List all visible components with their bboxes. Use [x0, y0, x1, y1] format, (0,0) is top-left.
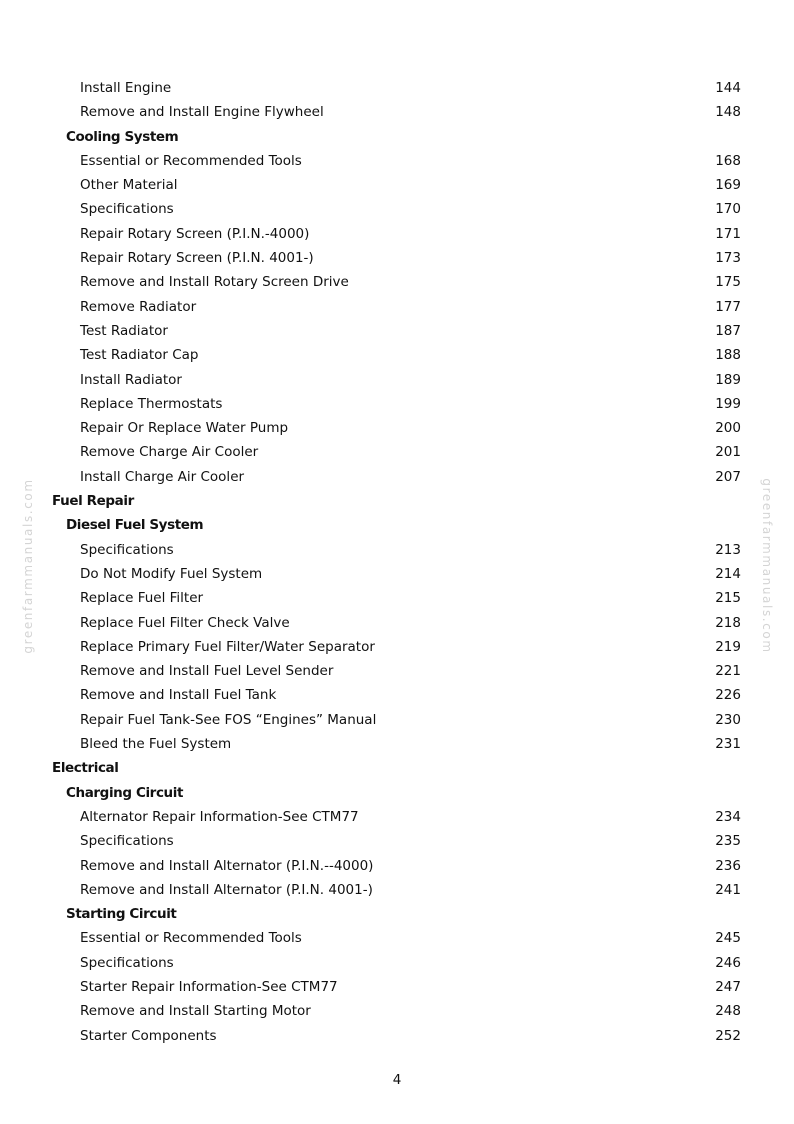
- toc-entry-label: Remove Radiator: [80, 298, 197, 315]
- toc-entry-label: Specifications: [80, 954, 174, 971]
- toc-entry-label: Repair Or Replace Water Pump: [80, 420, 289, 437]
- toc-subsection-heading[interactable]: [0, 902, 794, 926]
- toc-entry-page: 207: [715, 468, 741, 485]
- toc-entry-page: 234: [715, 808, 741, 825]
- toc-entry-label: Replace Primary Fuel Filter/Water Separator: [80, 638, 375, 655]
- toc-entry-label: Remove and Install Alternator (P.I.N. 4001-): [80, 881, 373, 898]
- toc-entry-page: 177: [715, 298, 741, 315]
- toc-entry[interactable]: [0, 100, 794, 124]
- toc-subsection-heading[interactable]: [0, 125, 794, 149]
- toc-entry-label: Cooling System: [66, 128, 179, 145]
- toc-entry[interactable]: [0, 392, 794, 416]
- toc-entry-label: Replace Thermostats: [80, 395, 223, 412]
- toc-entry-label: Install Radiator: [80, 371, 182, 388]
- toc-entry[interactable]: [0, 246, 794, 270]
- toc-entry-label: Replace Fuel Filter: [80, 590, 204, 607]
- toc-entry[interactable]: [0, 829, 794, 853]
- toc-entry-label: Electrical: [52, 760, 119, 777]
- toc-entry-page: 247: [715, 978, 741, 995]
- toc-entry-label: Fuel Repair: [52, 493, 134, 510]
- toc-entry-page: 226: [715, 687, 741, 704]
- toc-entry-page: 221: [715, 663, 741, 680]
- toc-entry-page: 236: [715, 857, 741, 874]
- toc-entry[interactable]: [0, 854, 794, 878]
- toc-entry-page: 245: [715, 930, 741, 947]
- toc-entry-page: 200: [715, 420, 741, 437]
- toc-entry-label: Test Radiator: [80, 322, 168, 339]
- toc-entry[interactable]: [0, 562, 794, 586]
- toc-entry-label: Install Engine: [80, 80, 172, 96]
- toc-entry-page: 189: [715, 371, 741, 388]
- toc-entry-page: 230: [715, 711, 741, 728]
- toc-subsection-heading[interactable]: [0, 781, 794, 805]
- toc-entry-label: Starting Circuit: [66, 906, 177, 923]
- toc-entry[interactable]: [0, 440, 794, 464]
- toc-entry[interactable]: [0, 416, 794, 440]
- toc-entry-label: Specifications: [80, 833, 174, 850]
- toc-entry-page: 214: [715, 565, 741, 582]
- toc-entry[interactable]: [0, 538, 794, 562]
- toc-entry-page: 199: [715, 395, 741, 412]
- toc-entry-label: Alternator Repair Information-See CTM77: [80, 808, 359, 825]
- toc-entry-page: 252: [715, 1027, 741, 1044]
- toc-entry-label: Remove and Install Alternator (P.I.N.--4000): [80, 857, 374, 874]
- toc-entry-page: 169: [715, 177, 741, 194]
- toc-entry[interactable]: [0, 222, 794, 246]
- toc-entry[interactable]: [0, 76, 794, 100]
- toc-entry-label: Repair Fuel Tank-See FOS “Engines” Manual: [80, 711, 377, 728]
- toc-entry[interactable]: [0, 878, 794, 902]
- toc-entry-page: 201: [715, 444, 741, 461]
- toc-entry-page: 168: [715, 152, 741, 169]
- toc-section-heading[interactable]: [0, 756, 794, 780]
- toc-section-heading[interactable]: [0, 489, 794, 513]
- toc-entry-page: 213: [715, 541, 741, 558]
- toc-entry-label: Remove and Install Fuel Tank: [80, 687, 277, 704]
- toc-entry-page: 144: [715, 80, 741, 96]
- toc-entry-label: Remove and Install Engine Flywheel: [80, 104, 324, 121]
- toc-entry[interactable]: [0, 732, 794, 756]
- table-of-contents: [0, 76, 794, 1048]
- toc-entry[interactable]: [0, 173, 794, 197]
- toc-entry-page: 173: [715, 250, 741, 267]
- toc-entry-label: Remove and Install Starting Motor: [80, 1003, 311, 1020]
- toc-entry-page: 171: [715, 225, 741, 242]
- toc-entry[interactable]: [0, 805, 794, 829]
- toc-entry[interactable]: [0, 465, 794, 489]
- toc-entry-page: 218: [715, 614, 741, 631]
- toc-entry-page: 231: [715, 736, 741, 753]
- toc-entry[interactable]: [0, 197, 794, 221]
- toc-entry-page: 241: [715, 881, 741, 898]
- toc-entry-page: 188: [715, 347, 741, 364]
- toc-entry-label: Specifications: [80, 201, 174, 218]
- toc-entry-page: 219: [715, 638, 741, 655]
- toc-entry-label: Essential or Recommended Tools: [80, 152, 302, 169]
- toc-entry[interactable]: [0, 343, 794, 367]
- toc-entry-label: Other Material: [80, 177, 178, 194]
- watermark-right: greenfarmmanuals.com: [760, 478, 774, 654]
- page-number: 4: [392, 1072, 402, 1088]
- toc-entry[interactable]: [0, 635, 794, 659]
- toc-entry-label: Charging Circuit: [66, 784, 184, 801]
- toc-entry[interactable]: [0, 295, 794, 319]
- toc-subsection-heading[interactable]: [0, 513, 794, 537]
- toc-entry[interactable]: [0, 708, 794, 732]
- toc-entry-page: 187: [715, 322, 741, 339]
- watermark-left: greenfarmmanuals.com: [21, 478, 35, 654]
- toc-entry-label: Repair Rotary Screen (P.I.N. 4001-): [80, 250, 314, 267]
- toc-entry-label: Remove and Install Rotary Screen Drive: [80, 274, 349, 291]
- toc-entry[interactable]: [0, 319, 794, 343]
- toc-entry-label: Starter Repair Information-See CTM77: [80, 978, 338, 995]
- toc-entry[interactable]: [0, 270, 794, 294]
- toc-entry-label: Diesel Fuel System: [66, 517, 204, 534]
- toc-entry[interactable]: [0, 999, 794, 1023]
- toc-entry-label: Repair Rotary Screen (P.I.N.-4000): [80, 225, 310, 242]
- toc-entry-label: Specifications: [80, 541, 174, 558]
- toc-entry-label: Replace Fuel Filter Check Valve: [80, 614, 290, 631]
- toc-entry[interactable]: [0, 368, 794, 392]
- toc-entry-page: 170: [715, 201, 741, 218]
- toc-entry-page: 215: [715, 590, 741, 607]
- toc-entry-label: Starter Components: [80, 1027, 217, 1044]
- toc-entry-label: Do Not Modify Fuel System: [80, 565, 263, 582]
- toc-entry-page: 246: [715, 954, 741, 971]
- toc-entry[interactable]: [0, 951, 794, 975]
- toc-entry[interactable]: [0, 611, 794, 635]
- toc-entry[interactable]: [0, 683, 794, 707]
- toc-entry[interactable]: [0, 975, 794, 999]
- toc-entry-label: Remove Charge Air Cooler: [80, 444, 259, 461]
- toc-entry[interactable]: [0, 926, 794, 950]
- toc-entry-label: Test Radiator Cap: [80, 347, 199, 364]
- toc-entry[interactable]: [0, 149, 794, 173]
- toc-entry[interactable]: [0, 586, 794, 610]
- toc-entry-label: Remove and Install Fuel Level Sender: [80, 663, 334, 680]
- toc-entry-page: 248: [715, 1003, 741, 1020]
- toc-entry-label: Essential or Recommended Tools: [80, 930, 302, 947]
- toc-entry-page: 148: [715, 104, 741, 121]
- toc-entry[interactable]: [0, 659, 794, 683]
- toc-entry[interactable]: [0, 1024, 794, 1048]
- toc-entry-page: 175: [715, 274, 741, 291]
- toc-entry-label: Bleed the Fuel System: [80, 736, 232, 753]
- toc-entry-page: 235: [715, 833, 741, 850]
- toc-entry-label: Install Charge Air Cooler: [80, 468, 245, 485]
